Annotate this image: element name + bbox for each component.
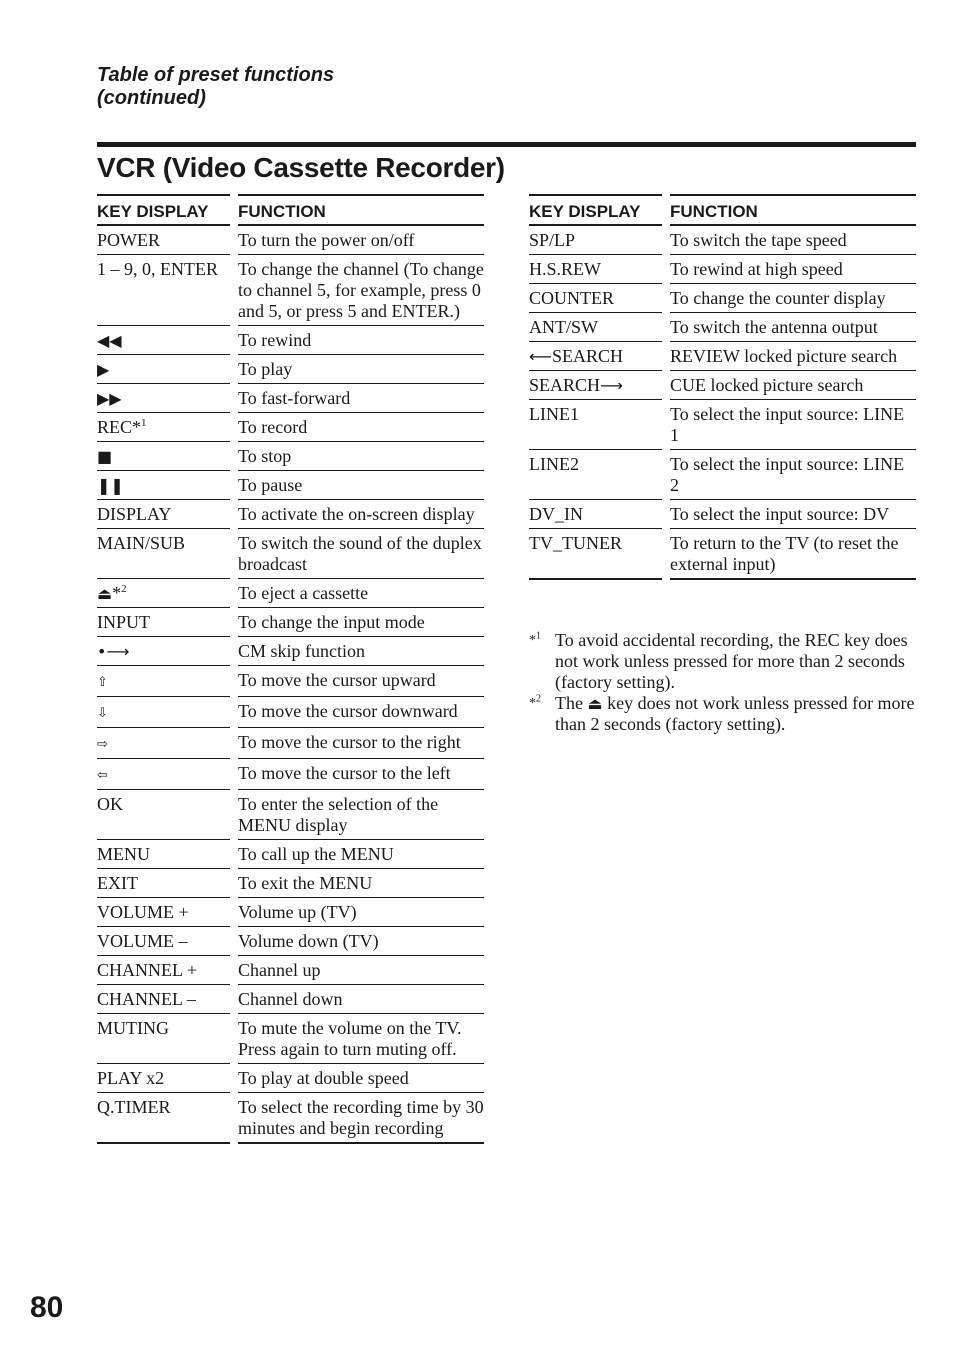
key-cell <box>97 608 230 637</box>
function-cell: To turn the power on/off <box>238 226 484 255</box>
key-cell <box>97 326 230 355</box>
key-label: 1 – 9, 0, ENTER <box>97 259 218 279</box>
key-label: H.S.REW <box>529 259 601 279</box>
key-cell <box>97 529 230 579</box>
function-cell: To move the cursor upward <box>238 666 484 697</box>
footnote-2-mark: *$^2$ <box>529 693 541 711</box>
function-cell: To activate the on-screen display <box>238 500 484 529</box>
key-cell <box>97 1014 230 1064</box>
arrow-forward-icon: ⟶ <box>600 376 623 395</box>
function-cell: To play at double speed <box>238 1064 484 1093</box>
table-row <box>529 342 916 371</box>
table-row <box>529 371 916 400</box>
key-cell <box>97 442 230 471</box>
footnote-2-text-before: The <box>555 693 588 713</box>
table-row <box>97 666 484 697</box>
function-cell: To enter the selection of the MENU display <box>238 790 484 840</box>
key-cell <box>97 579 230 608</box>
key-label: ANT/SW <box>529 317 598 337</box>
table-row <box>97 1093 484 1144</box>
function-cell: Volume up (TV) <box>238 898 484 927</box>
key-label: SEARCH <box>551 346 623 366</box>
table-row <box>529 529 916 580</box>
table-row <box>97 500 484 529</box>
key-cell <box>97 697 230 728</box>
key-cell <box>97 637 230 666</box>
key-cell <box>97 413 230 442</box>
function-cell: Volume down (TV) <box>238 927 484 956</box>
function-cell: To move the cursor downward <box>238 697 484 728</box>
table-row <box>97 956 484 985</box>
function-cell: Channel down <box>238 985 484 1014</box>
table-row <box>529 450 916 500</box>
table-row <box>97 442 484 471</box>
column-header-function: FUNCTION <box>670 194 916 226</box>
function-cell: To change the channel (To change to channel 5, for example, press 0 and 5, or press 5 and ENTER.) <box>238 255 484 326</box>
key-cell <box>97 728 230 759</box>
function-cell: To select the recording time by 30 minutes and begin recording <box>238 1093 484 1144</box>
table-row <box>97 1064 484 1093</box>
table-row <box>97 1014 484 1064</box>
key-cell <box>97 666 230 697</box>
function-cell: To fast-forward <box>238 384 484 413</box>
table-header-row <box>97 194 484 226</box>
function-cell: To change the counter display <box>670 284 916 313</box>
column-header-key: KEY DISPLAY <box>97 194 230 226</box>
function-cell: CUE locked picture search <box>670 371 916 400</box>
arrow-back-icon: ⟵ <box>529 347 552 366</box>
key-label: VOLUME – <box>97 931 188 951</box>
function-cell: To change the input mode <box>238 608 484 637</box>
key-cell <box>97 500 230 529</box>
key-label: CHANNEL – <box>97 989 196 1009</box>
table-row <box>529 284 916 313</box>
arrow-right-icon: ⇨ <box>97 737 108 752</box>
key-label: LINE2 <box>529 454 579 474</box>
key-label: REC <box>97 417 133 437</box>
table-row <box>97 927 484 956</box>
table-row <box>97 471 484 500</box>
key-label: OK <box>97 794 123 814</box>
function-cell: To pause <box>238 471 484 500</box>
table-row <box>529 313 916 342</box>
table-row <box>97 985 484 1014</box>
function-cell: To mute the volume on the TV. Press again to turn muting off. <box>238 1014 484 1064</box>
key-label: DISPLAY <box>97 504 172 524</box>
rewind-icon: ◀◀ <box>97 331 122 350</box>
key-table-right <box>521 194 924 580</box>
table-row <box>97 759 484 790</box>
arrow-up-icon: ⇧ <box>97 675 108 690</box>
table-row <box>97 326 484 355</box>
fast-forward-icon: ▶▶ <box>97 389 122 408</box>
function-cell: To play <box>238 355 484 384</box>
function-cell: To move the cursor to the right <box>238 728 484 759</box>
table-row <box>97 898 484 927</box>
page-title: VCR (Video Cassette Recorder) <box>97 152 505 183</box>
header-line-1: Table of preset functions <box>97 64 335 86</box>
table-row <box>97 226 484 255</box>
key-table-left <box>89 194 492 1144</box>
table-row <box>97 579 484 608</box>
footnote-1-mark: *$^1$ <box>529 630 541 648</box>
table-row <box>529 500 916 529</box>
footnote-ref: *$^1$ <box>132 417 147 437</box>
key-label: MUTING <box>97 1018 169 1038</box>
key-label: LINE1 <box>529 404 579 424</box>
key-cell <box>97 840 230 869</box>
play-icon: ▶ <box>97 360 110 379</box>
key-cell <box>529 529 662 580</box>
key-cell <box>97 1093 230 1144</box>
key-cell <box>97 1064 230 1093</box>
function-cell: To rewind <box>238 326 484 355</box>
arrow-down-icon: ⇩ <box>97 706 108 721</box>
key-cell <box>97 956 230 985</box>
key-cell <box>97 790 230 840</box>
table-row <box>529 400 916 450</box>
table-row <box>97 869 484 898</box>
table-row <box>97 255 484 326</box>
table-row <box>97 529 484 579</box>
top-rule <box>97 142 916 147</box>
function-cell: To select the input source: LINE 1 <box>670 400 916 450</box>
pause-icon: ❚❚ <box>97 476 124 495</box>
key-label: DV_IN <box>529 504 583 524</box>
function-cell: To switch the antenna output <box>670 313 916 342</box>
function-cell: To select the input source: DV <box>670 500 916 529</box>
function-cell: To return to the TV (to reset the external input) <box>670 529 916 580</box>
table-header-row <box>529 194 916 226</box>
key-cell <box>97 226 230 255</box>
function-cell: CM skip function <box>238 637 484 666</box>
table-row <box>97 790 484 840</box>
stop-icon: ■ <box>97 447 113 466</box>
column-header-function: FUNCTION <box>238 194 484 226</box>
key-cell <box>529 371 662 400</box>
table-row <box>97 728 484 759</box>
function-cell: To move the cursor to the left <box>238 759 484 790</box>
key-cell <box>97 384 230 413</box>
key-cell <box>97 927 230 956</box>
footnote-2 <box>529 693 919 735</box>
key-label: MAIN/SUB <box>97 533 186 553</box>
section-header-label <box>97 64 334 110</box>
table-row <box>97 384 484 413</box>
key-label: CHANNEL + <box>97 960 197 980</box>
key-cell <box>529 500 662 529</box>
key-label: EXIT <box>97 873 138 893</box>
key-cell <box>97 759 230 790</box>
key-label: POWER <box>97 230 160 250</box>
key-cell <box>97 898 230 927</box>
function-cell: To stop <box>238 442 484 471</box>
function-cell: REVIEW locked picture search <box>670 342 916 371</box>
page-number: 80 <box>30 1291 64 1324</box>
key-cell <box>529 400 662 450</box>
function-cell: Channel up <box>238 956 484 985</box>
function-cell: To switch the sound of the duplex broadcast <box>238 529 484 579</box>
function-cell: To rewind at high speed <box>670 255 916 284</box>
key-cell <box>97 985 230 1014</box>
key-cell <box>529 226 662 255</box>
function-cell: To exit the MENU <box>238 869 484 898</box>
table-row <box>97 355 484 384</box>
footnote-1-text: To avoid accidental recording, the REC key does not work unless pressed for more than 2 seconds (factory setting). <box>555 630 908 692</box>
key-label: SEARCH <box>529 375 601 395</box>
arrow-left-icon: ⇦ <box>97 768 108 783</box>
key-label: Q.TIMER <box>97 1097 171 1117</box>
key-cell <box>529 313 662 342</box>
key-label: SP/LP <box>529 230 576 250</box>
cm-skip-icon: •⟶ <box>97 642 130 661</box>
footnote-2-text-after: key does not work unless pressed for more than 2 seconds (factory setting). <box>555 693 915 734</box>
key-cell <box>97 471 230 500</box>
key-label: TV_TUNER <box>529 533 622 553</box>
header-line-2: (continued) <box>97 87 206 109</box>
table-row <box>529 255 916 284</box>
function-cell: To record <box>238 413 484 442</box>
function-cell: To call up the MENU <box>238 840 484 869</box>
key-label: PLAY x2 <box>97 1068 165 1088</box>
function-cell: To switch the tape speed <box>670 226 916 255</box>
eject-icon: ⏏ <box>587 694 603 713</box>
key-cell <box>529 255 662 284</box>
footnote-1 <box>529 630 919 693</box>
table-row <box>97 840 484 869</box>
key-cell <box>529 450 662 500</box>
key-label: VOLUME + <box>97 902 189 922</box>
function-cell: To select the input source: LINE 2 <box>670 450 916 500</box>
key-cell <box>529 342 662 371</box>
key-cell <box>97 869 230 898</box>
table-row <box>529 226 916 255</box>
table-row <box>97 697 484 728</box>
table-row <box>97 608 484 637</box>
eject-icon: ⏏ <box>97 584 113 603</box>
table-row <box>97 413 484 442</box>
function-cell: To eject a cassette <box>238 579 484 608</box>
key-label: MENU <box>97 844 150 864</box>
key-label: COUNTER <box>529 288 614 308</box>
key-cell <box>97 355 230 384</box>
footnote-ref: *$^2$ <box>112 583 127 603</box>
key-cell <box>97 255 230 326</box>
table-row <box>97 637 484 666</box>
key-cell <box>529 284 662 313</box>
column-header-key: KEY DISPLAY <box>529 194 662 226</box>
footnotes <box>529 630 919 735</box>
key-label: INPUT <box>97 612 150 632</box>
